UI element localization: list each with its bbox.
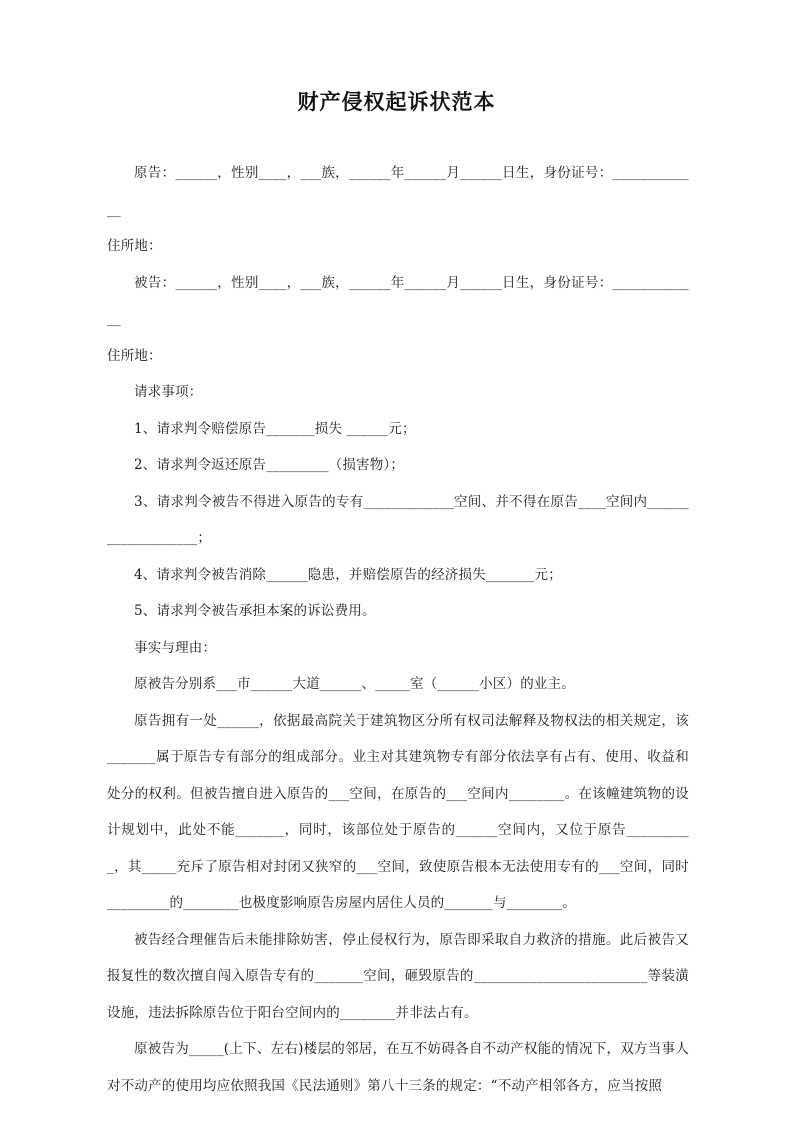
facts-heading: 事实与理由： bbox=[134, 639, 217, 656]
facts-paragraph-2: 原告拥有一处______，依据最高院关于建筑物区分所有权司法解释及物权法的相关规定，该_______属于原告专有部分的组成部分。业主对其建筑物专有部分依法享有占有、使用、收益和处分的权利。但被告擅自进入原告的___空间，在原告的___空间内________。在该幢建筑物的设计规划中，此处不能_______，同时，该部位处于原告的______空间内，又位于原告__________，其_____充斥了原告相对封闭又狭窄的___空间，致使原告根本无法使用专有的___空间，同时_________的________也极度影响原告房屋内居住人员的_______与________。 bbox=[107, 712, 689, 911]
claim-item-4: 4、请求判令被告消除______隐患，并赔偿原告的经济损失_______元； bbox=[134, 566, 562, 583]
claims-heading: 请求事项： bbox=[134, 384, 203, 400]
facts-paragraph-3: 被告经合理催告后未能排除妨害，停止侵权行为，原告即采取自力救济的措施。此后被告又报复性的数次擅自闯入原告专有的_______空间，砸毁原告的_________________________等装潢设施，违法拆除原告位于阳台空间内的________并非法占有。 bbox=[107, 931, 689, 1021]
defendant-address: 住所地： bbox=[107, 347, 162, 364]
plaintiff-address: 住所地： bbox=[107, 238, 162, 254]
facts-paragraph-4: 原被告为_____(上下、左右)楼层的邻居，在互不妨碍各自不动产权能的情况下，双方当事人对不动产的使用均应依照我国《民法通则》第八十三条的规定：“不动产相邻各方，应当按照 bbox=[107, 1041, 689, 1094]
document-title: 财产侵权起诉状范本 bbox=[297, 90, 496, 114]
claim-item-1: 1、请求判令赔偿原告_______损失 ______元； bbox=[134, 420, 416, 437]
defendant-info: 被告：______，性别____，___族，______年______月______日生，身份证号：_____________ bbox=[107, 274, 689, 327]
document-body bbox=[107, 155, 689, 1104]
plaintiff-info: 原告：______，性别____，___族，______年______月______日生，身份证号：_____________ bbox=[107, 165, 689, 218]
claim-item-3: 3、请求判令被告不得进入原告的专有_____________空间、并不得在原告____空间内___________________； bbox=[107, 493, 689, 546]
facts-paragraph-1: 原被告分别系___市______大道______、_____室（______小区）的业主。 bbox=[134, 676, 575, 692]
claim-item-5: 5、请求判令被告承担本案的诉讼费用。 bbox=[134, 603, 376, 619]
claim-item-2: 2、请求判令返还原告_________（损害物）； bbox=[134, 457, 405, 473]
